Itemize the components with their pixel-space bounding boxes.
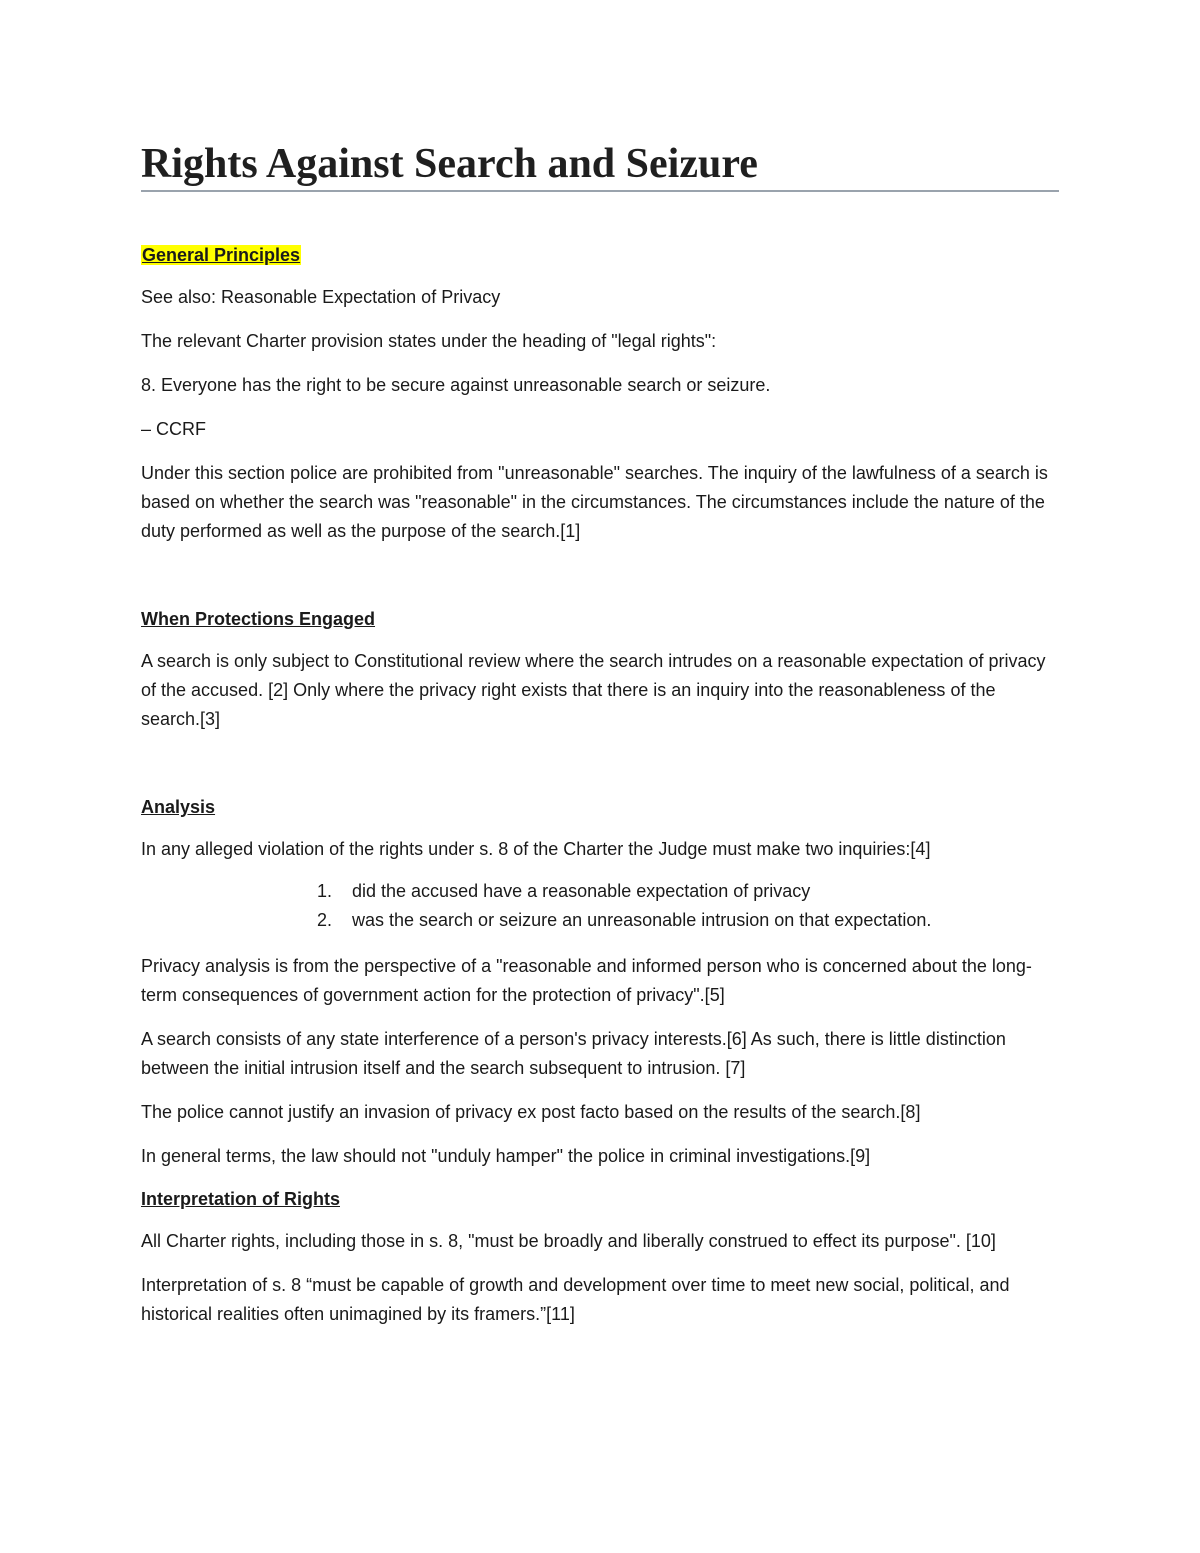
list-item-text: was the search or seizure an unreasonable intrusion on that expectation. (352, 910, 932, 930)
interpretation-paragraph-broadly: All Charter rights, including those in s. 8, "must be broadly and liberally construed to effect its purpose". [10] (141, 1231, 996, 1251)
list-item-number: 2. (317, 910, 333, 930)
title-underline-rule (141, 190, 1059, 192)
heading-general-principles (141, 242, 1059, 268)
heading-general-principles-text: General Principles (142, 245, 301, 265)
list-item-text: did the accused have a reasonable expectation of privacy (352, 881, 811, 901)
see-also-line: See also: Reasonable Expectation of Privacy (141, 287, 501, 307)
list-item-number: 1. (317, 881, 333, 901)
analysis-paragraph-ex-post-facto: The police cannot justify an invasion of privacy ex post facto based on the results of the search.[8] (141, 1102, 921, 1122)
protections-body-paragraph: A search is only subject to Constitutional review where the search intrudes on a reasonable expectation of privacy of the accused. [2] Only where the privacy right exists that there is an inquiry into the reasonableness of the search.[3] (141, 651, 1046, 729)
analysis-paragraph-search-definition: A search consists of any state interference of a person's privacy interests.[6] As such, there is little distinction between the initial intrusion itself and the search subsequent to intrusion. [7] (141, 1029, 1006, 1078)
analysis-paragraph-privacy: Privacy analysis is from the perspective of a "reasonable and informed person who is concerned about the long-term consequences of government action for the protection of privacy".[5] (141, 956, 1032, 1005)
document-title: Rights Against Search and Seizure (141, 141, 758, 187)
document-page (141, 140, 1059, 1344)
inquiries-list (141, 877, 1059, 935)
general-body-paragraph: Under this section police are prohibited from "unreasonable" searches. The inquiry of the lawfulness of a search is based on whether the search was "reasonable" in the circumstances. The circumstances include the nature of the duty performed as well as the purpose of the search.[1] (141, 463, 1048, 541)
interpretation-paragraph-growth: Interpretation of s. 8 “must be capable of growth and development over time to meet new social, political, and historical realities often unimagined by its framers.”[11] (141, 1275, 1010, 1324)
list-item (141, 877, 1059, 906)
heading-when-protections-engaged: When Protections Engaged (141, 609, 376, 629)
analysis-paragraph-unduly-hamper: In general terms, the law should not "unduly hamper" the police in criminal investigations.[9] (141, 1146, 871, 1166)
analysis-intro: In any alleged violation of the rights under s. 8 of the Charter the Judge must make two inquiries:[4] (141, 839, 931, 859)
charter-intro: The relevant Charter provision states under the heading of "legal rights": (141, 331, 717, 351)
list-item (141, 906, 1059, 935)
provision-source: – CCRF (141, 419, 207, 439)
heading-interpretation-of-rights: Interpretation of Rights (141, 1189, 340, 1209)
heading-analysis: Analysis (141, 797, 216, 817)
charter-provision: 8. Everyone has the right to be secure against unreasonable search or seizure. (141, 375, 771, 395)
